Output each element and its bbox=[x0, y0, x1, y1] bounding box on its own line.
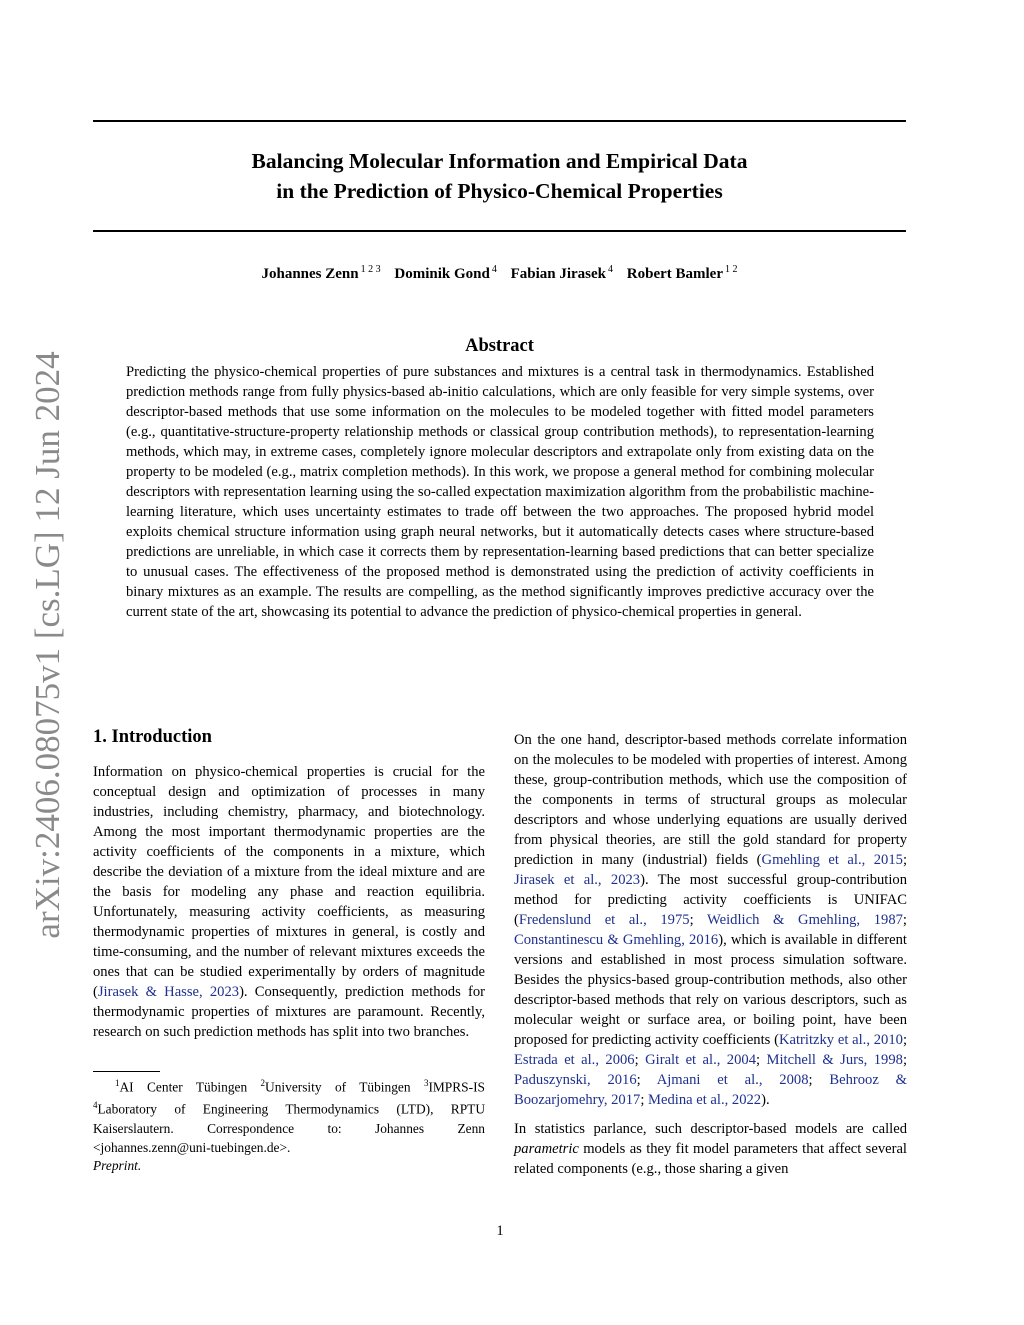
intro-left-column bbox=[93, 762, 485, 1042]
citation-link[interactable]: Ajmani et al., 2008 bbox=[656, 1072, 809, 1088]
title-top-rule bbox=[93, 120, 906, 122]
citation-link[interactable]: Medina et al., 2022 bbox=[648, 1092, 762, 1108]
intro-paragraph-1: Information on physico-chemical properties is crucial for the conceptual design and optimization of processes in many industries, including chemistry, pharmacy, and biotechnology. Among the most important thermodynamic properties are the activity coefficients of the components in a mixture, which describe the deviation of a mixture from the ideal mixture and are the basis for modeling any phase and reaction equilibria. Unfortunately, measuring activity coefficients, as measuring thermodynamic properties of mixtures in general, is costly and time-consuming, and the number of relevant mixtures exceeds the ones that can be studied experimentally by orders of magnitude (Jirasek & Hasse, 2023). Consequently, prediction methods for thermodynamic properties of mixtures are paramount. Recently, research on such prediction methods has split into two branches. bbox=[93, 764, 485, 1040]
title-bottom-rule bbox=[93, 230, 906, 232]
author-list bbox=[93, 264, 906, 283]
affiliation-footnote: $^1$AI Center Tübingen $^2$University of Tübingen $^3$IMPRS-IS $^4$Laboratory of Engineering Thermodynamics (LTD), RPTU Kaiserslautern. Correspondence to: Johannes Zenn <johannes.zenn@uni-tuebingen.de>. bbox=[93, 1078, 485, 1155]
paper-title bbox=[93, 146, 906, 206]
citation-link[interactable]: Paduszynski, 2016 bbox=[514, 1072, 637, 1088]
citation-link[interactable]: Fredenslund et al., 1975 bbox=[518, 912, 690, 928]
citation-link[interactable]: Katritzky et al., 2010 bbox=[778, 1032, 903, 1048]
footnote-rule bbox=[93, 1071, 160, 1072]
citation-link[interactable]: Mitchell & Jurs, 1998 bbox=[766, 1052, 903, 1068]
section-heading-introduction: 1. Introduction bbox=[93, 727, 212, 747]
citation-link[interactable]: Jirasek & Hasse, 2023 bbox=[97, 984, 240, 1000]
citation-link[interactable]: Constantinescu & Gmehling, 2016 bbox=[514, 932, 719, 948]
right-paragraph-2: In statistics parlance, such descriptor-based models are called parametric models as they fit model parameters that affect several related components (e.g., those sharing a given bbox=[514, 1121, 907, 1177]
right-paragraph-1: On the one hand, descriptor-based methods correlate information on the molecules to be modeled with properties of interest. Among these, group-contribution methods, which use the composition of the components in terms of structural groups as molecular descriptors and whose underlying equations are usually derived from physical theories, are still the gold standard for property prediction in many (industrial) fields (Gmehling et al., 2015; Jirasek et al., 2023). The most successful group-contribution method for predicting activity coefficients is UNIFAC (Fredenslund et al., 1975; Weidlich & Gmehling, 1987; Constantinescu & Gmehling, 2016), which is available in different versions and established in most process simulation software. Besides the physics-based group-contribution methods, also other descriptor-based methods that rely on various descriptors, such as molecular weight or surface area, or boiling point, have been proposed for predicting activity coefficients (Katritzky et al., 2010; Estrada et al., 2006; Giralt et al., 2004; Mitchell & Jurs, 1998; Paduszynski, 2016; Ajmani et al., 2008; Behrooz & Boozarjomehry, 2017; Medina et al., 2022). bbox=[514, 732, 908, 1108]
author: Johannes Zenn $^{1 2 3}$ bbox=[261, 264, 381, 282]
citation-link[interactable]: Weidlich & Gmehling, 1987 bbox=[707, 912, 903, 928]
abstract-heading: Abstract bbox=[465, 336, 534, 356]
intro-right-column bbox=[514, 730, 907, 1179]
title-line-2: in the Prediction of Physico-Chemical Properties bbox=[276, 179, 723, 203]
citation-link[interactable]: Jirasek et al., 2023 bbox=[514, 872, 641, 888]
citation-link[interactable]: Estrada et al., 2006 bbox=[514, 1052, 635, 1068]
page-number: 1 bbox=[496, 1223, 504, 1239]
title-line-1: Balancing Molecular Information and Empirical Data bbox=[251, 149, 748, 173]
arxiv-stamp: arXiv:2406.08075v1 [cs.LG] 12 Jun 2024 bbox=[28, 351, 67, 939]
citation-link[interactable]: Behrooz & Boozarjomehry, 2017 bbox=[514, 1072, 907, 1108]
citation-link[interactable]: Gmehling et al., 2015 bbox=[761, 852, 903, 868]
preprint-label: Preprint. bbox=[93, 1158, 142, 1173]
author: Dominik Gond $^4$ bbox=[394, 264, 497, 282]
author: Fabian Jirasek $^4$ bbox=[510, 264, 614, 282]
author: Robert Bamler $^{1 2}$ bbox=[626, 264, 738, 282]
abstract-text: Predicting the physico-chemical properties of pure substances and mixtures is a central task in thermodynamics. Established prediction methods range from fully physics-based ab-initio calculations, which are only feasible for very simple systems, over descriptor-based methods that use some information on the molecules to be modeled together with fitted model parameters (e.g., quantitative-structure-property relationship methods or classical group contribution methods), to representation-learning methods, which may, in extreme cases, completely ignore molecular descriptors and extrapolate only from existing data on the property to be modeled (e.g., matrix completion methods). In this work, we propose a general method for combining molecular descriptors with representation learning using the so-called expectation maximization algorithm from the probabilistic machine-learning literature, which uses uncertainty estimates to trade off between the two approaches. The proposed hybrid model exploits chemical structure information using graph neural networks, but it automatically detects cases where structure-based predictions are unreliable, in which case it corrects them by representation-learning based predictions that can better specialize to unusual cases. The effectiveness of the proposed method is demonstrated using the prediction of activity coefficients in binary mixtures as an example. The results are compelling, as the method significantly improves predictive accuracy over the current state of the art, showcasing its potential to advance the prediction of physico-chemical properties in general. bbox=[126, 364, 874, 620]
citation-link[interactable]: Giralt et al., 2004 bbox=[645, 1052, 756, 1068]
